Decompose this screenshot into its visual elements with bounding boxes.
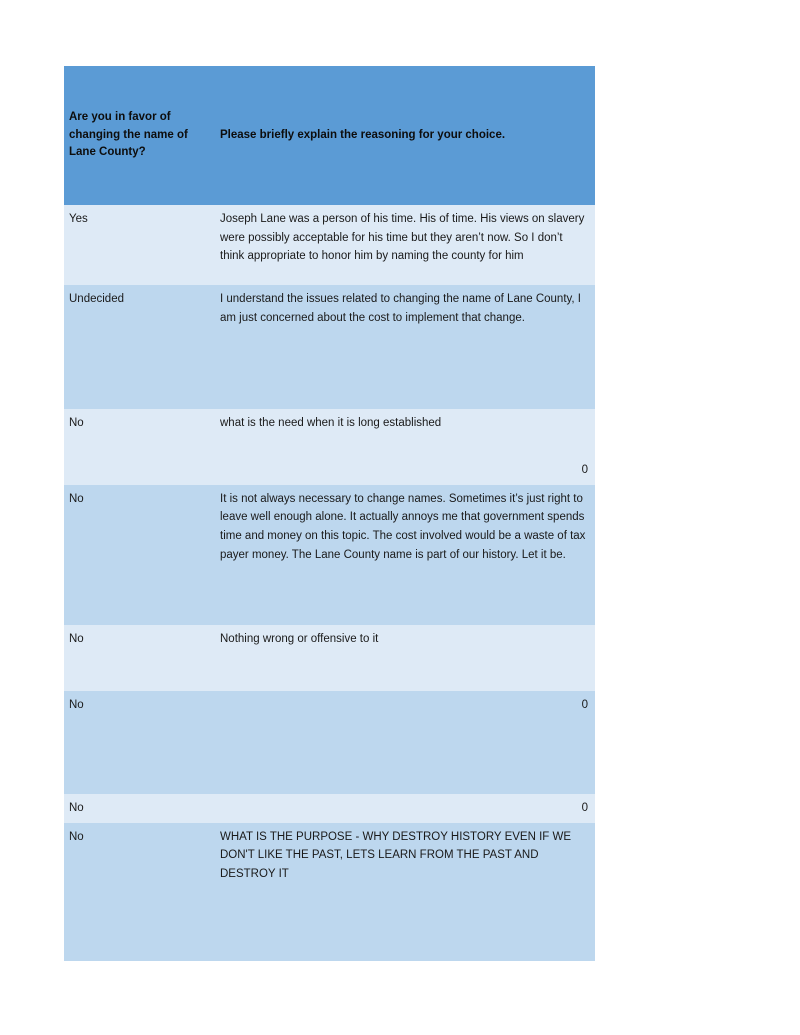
- cell-reason: what is the need when it is long established: [214, 409, 595, 456]
- cell-reason: 0: [214, 794, 595, 823]
- cell-answer: No: [64, 485, 214, 625]
- cell-answer: No: [64, 823, 214, 961]
- table-row: [64, 485, 595, 625]
- table-header: [64, 66, 595, 205]
- table-row: [64, 456, 595, 485]
- table-body: [64, 205, 595, 961]
- cell-answer: Undecided: [64, 285, 214, 409]
- table-row: [64, 205, 595, 285]
- table-row: [64, 409, 595, 456]
- cell-reason: 0: [214, 456, 595, 485]
- cell-answer: No: [64, 409, 214, 456]
- column-header-reasoning: Please briefly explain the reasoning for your choice.: [214, 66, 595, 205]
- cell-answer: No: [64, 794, 214, 823]
- cell-answer: No: [64, 691, 214, 794]
- table-row: [64, 691, 595, 794]
- table-row: [64, 823, 595, 961]
- survey-response-table: [64, 66, 595, 961]
- cell-reason: Nothing wrong or offensive to it: [214, 625, 595, 691]
- cell-reason: It is not always necessary to change names. Sometimes it’s just right to leave well enough alone. It actually annoys me that government spends time and money on this topic. The cost involved would be a waste of tax payer money. The Lane County name is part of our history. Let it be.: [214, 485, 595, 625]
- cell-reason: Joseph Lane was a person of his time. His of time. His views on slavery were possibly acceptable for his time but they aren’t now. So I don’t think appropriate to honor him by naming the county for him: [214, 205, 595, 285]
- column-header-question: Are you in favor of changing the name of Lane County?: [64, 66, 214, 205]
- table-row: [64, 625, 595, 691]
- cell-reason: I understand the issues related to changing the name of Lane County, I am just concerned about the cost to implement that change.: [214, 285, 595, 409]
- cell-reason: WHAT IS THE PURPOSE - WHY DESTROY HISTORY EVEN IF WE DON'T LIKE THE PAST, LETS LEARN FROM THE PAST AND DESTROY IT: [214, 823, 595, 961]
- cell-answer: Yes: [64, 205, 214, 285]
- table-header-row: [64, 66, 595, 205]
- table-row: [64, 794, 595, 823]
- table-row: [64, 285, 595, 409]
- cell-answer: No: [64, 625, 214, 691]
- cell-reason: 0: [214, 691, 595, 794]
- cell-answer: [64, 456, 214, 485]
